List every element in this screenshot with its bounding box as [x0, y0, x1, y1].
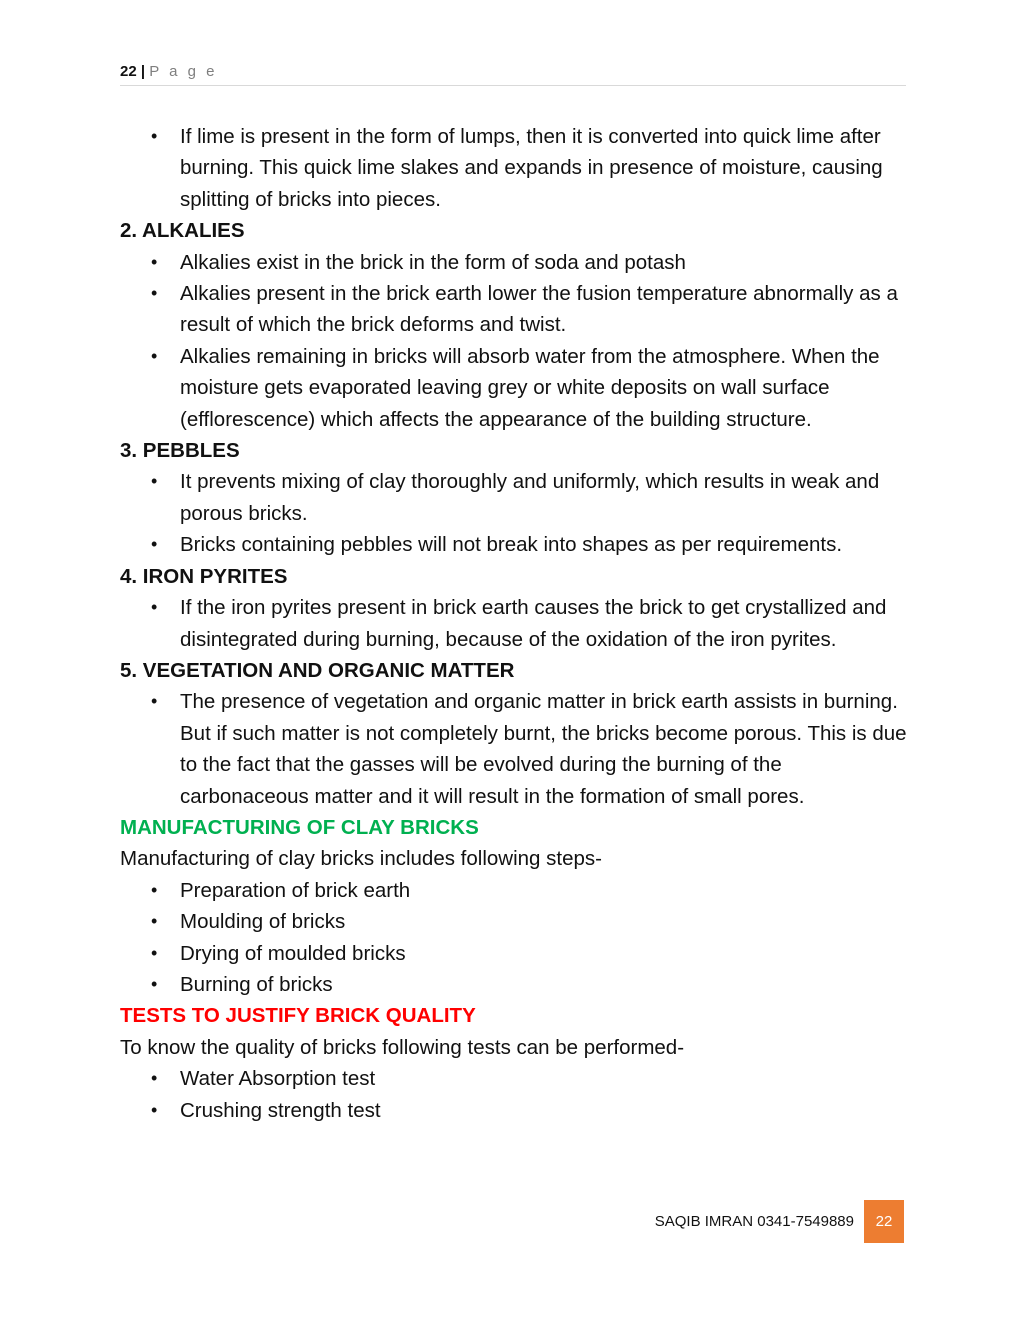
list-item-text: Alkalies exist in the brick in the form of soda and potash	[180, 250, 686, 274]
list-item	[120, 592, 910, 655]
bullet-icon: •	[151, 911, 158, 932]
section-heading-vegetation: 5. VEGETATION AND ORGANIC MATTER	[120, 658, 515, 682]
list-item-text: Alkalies present in the brick earth lower the fusion temperature abnormally as a result of which the brick deforms and twist.	[180, 282, 898, 337]
list-item	[120, 906, 910, 937]
list-item-text: It prevents mixing of clay thoroughly and uniformly, which results in weak and porous bricks.	[180, 470, 880, 525]
bullet-icon: •	[151, 942, 158, 963]
list-item	[120, 529, 910, 560]
footer-page-number-box: 22	[864, 1200, 904, 1243]
list-item	[120, 686, 910, 812]
list-item	[120, 875, 910, 906]
section-heading-iron-pyrites: 4. IRON PYRITES	[120, 564, 288, 588]
pebbles-bullet-list	[120, 466, 910, 560]
footer-author: SAQIB IMRAN 0341-7549889	[654, 1213, 854, 1230]
iron-pyrites-bullet-list	[120, 592, 910, 655]
list-item	[120, 1095, 910, 1126]
vegetation-bullet-list	[120, 686, 910, 812]
list-item-text: Crushing strength test	[180, 1098, 381, 1122]
tests-heading: TESTS TO JUSTIFY BRICK QUALITY	[120, 1004, 476, 1028]
list-item	[120, 938, 910, 969]
bullet-icon: •	[151, 471, 158, 492]
page-header	[120, 61, 906, 86]
tests-list	[120, 1063, 910, 1126]
bullet-icon: •	[151, 879, 158, 900]
intro-bullet-list	[120, 121, 910, 215]
bullet-icon: •	[151, 691, 158, 712]
bullet-icon: •	[151, 251, 158, 272]
bullet-icon: •	[151, 597, 158, 618]
header-page-word: P a g e	[149, 63, 218, 80]
section-heading-alkalies: 2. ALKALIES	[120, 219, 245, 243]
list-item-text: Bricks containing pebbles will not break into shapes as per requirements.	[180, 533, 843, 557]
list-item	[120, 278, 910, 341]
manufacturing-intro: Manufacturing of clay bricks includes following steps-	[120, 847, 602, 871]
header-page-number: 22	[120, 63, 137, 80]
manufacturing-heading: MANUFACTURING OF CLAY BRICKS	[120, 815, 479, 839]
list-item	[120, 341, 910, 435]
bullet-icon: •	[151, 345, 158, 366]
bullet-icon: •	[151, 534, 158, 555]
list-item	[120, 247, 910, 278]
bullet-icon: •	[151, 283, 158, 304]
document-body	[120, 121, 910, 1126]
bullet-icon: •	[151, 1099, 158, 1120]
header-separator: |	[140, 63, 146, 80]
tests-intro: To know the quality of bricks following tests can be performed-	[120, 1035, 685, 1059]
list-item-text: If lime is present in the form of lumps, then it is converted into quick lime after burning. This quick lime slakes and expands in presence of moisture, causing splitting of bricks into pieces.	[180, 125, 883, 211]
list-item	[120, 121, 910, 215]
list-item	[120, 466, 910, 529]
list-item-text: Preparation of brick earth	[180, 878, 411, 902]
list-item-text: Drying of moulded bricks	[180, 941, 406, 965]
list-item-text: The presence of vegetation and organic matter in brick earth assists in burning. But if such matter is not completely burnt, the bricks become porous. This is due to the fact that the gasses will be evolved during the burning of the carbonaceous matter and it will result in the formation of small pores.	[180, 690, 907, 808]
list-item-text: If the iron pyrites present in brick earth causes the brick to get crystallized and disintegrated during burning, because of the oxidation of the iron pyrites.	[180, 596, 887, 651]
bullet-icon: •	[151, 1068, 158, 1089]
section-heading-pebbles: 3. PEBBLES	[120, 439, 240, 463]
list-item-text: Burning of bricks	[180, 972, 333, 996]
list-item	[120, 1063, 910, 1094]
bullet-icon: •	[151, 126, 158, 146]
manufacturing-steps-list	[120, 875, 910, 1001]
bullet-icon: •	[151, 973, 158, 994]
list-item	[120, 969, 910, 1000]
list-item-text: Alkalies remaining in bricks will absorb water from the atmosphere. When the moisture gets evaporated leaving grey or white deposits on wall surface (efflorescence) which affects the appearance of the building structure.	[180, 344, 880, 431]
list-item-text: Moulding of bricks	[180, 910, 346, 934]
page-footer	[655, 1200, 904, 1243]
list-item-text: Water Absorption test	[180, 1067, 376, 1091]
alkalies-bullet-list	[120, 247, 910, 435]
